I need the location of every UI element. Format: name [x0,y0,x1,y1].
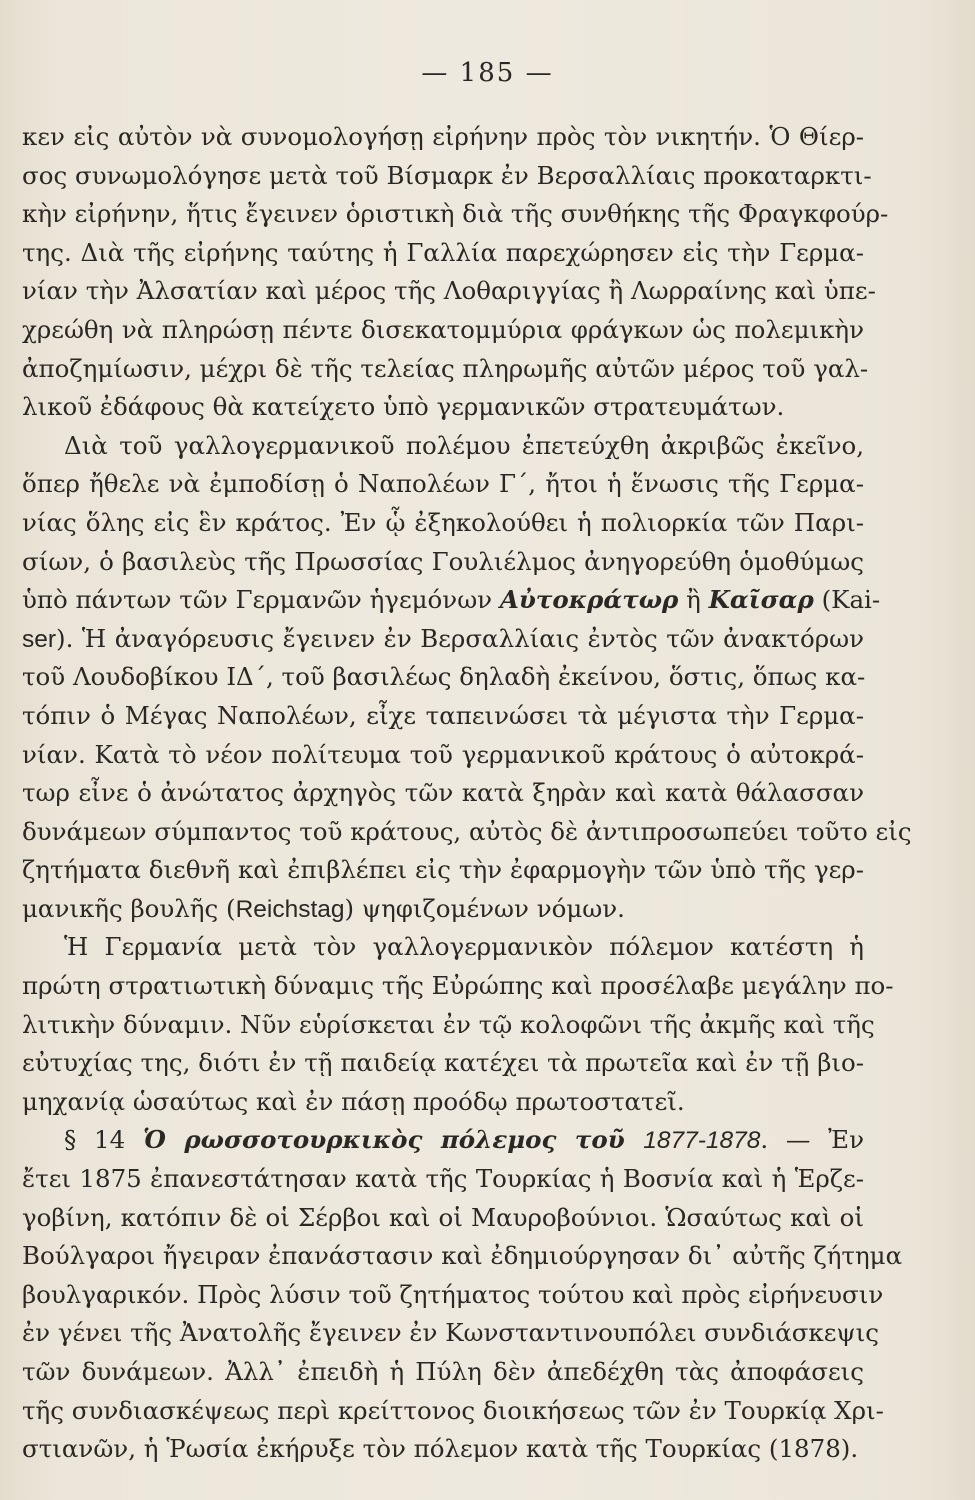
text-line: πρώτη στρατιωτικὴ δύναμις τῆς Εὐρώπης καὶ προσέλαβε μεγάλην πο- [22,971,894,1001]
text-run: μανικῆς βουλῆς ( [22,893,236,923]
paragraph-end-line: στιανῶν, ἡ Ῥωσία ἐκήρυξε τὸν πόλεμον κατὰ τῆς Τουρκίας (1878). [22,1434,859,1464]
text-run: ἢ [678,585,709,615]
text-line: ἐν γένει τῆς Ἀνατολῆς ἔγεινεν ἐν Κωνσταντινουπόλει συνδιάσκεψις [22,1318,879,1348]
text-line: γοβίνη, κατόπιν δὲ οἱ Σέρβοι καὶ οἱ Μαυροβούνιοι. Ὡσαύτως καὶ οἱ [22,1202,864,1232]
text-line: νίας ὅλης εἰς ἓν κράτος. Ἐν ᾧ ἐξηκολούθει ἡ πολιορκία τῶν Παρι- [22,507,864,537]
text-run: (Kai- [813,585,881,615]
latin-term-reichstag: Reichstag [235,895,345,923]
text-run: . — Ἐν [760,1125,864,1155]
text-line: της. Διὰ τῆς εἰρήνης ταύτης ἡ Γαλλία παρεχώρησεν εἰς τὴν Γερμα- [22,237,864,267]
text-line: κὴν εἰρήνην, ἥτις ἔγεινεν ὁριστικὴ διὰ τῆς συνθήκης τῆς Φραγκφούρ- [22,199,889,229]
body-text [22,118,912,1469]
text-line: ἀποζημίωσιν, μέχρι δὲ τῆς τελείας πληρωμῆς αὐτῶν μέρος τοῦ γαλ- [22,353,869,383]
text-line: τόπιν ὁ Μέγας Ναπολέων, εἶχε ταπεινώσει τὰ μέγιστα τὴν Γερμα- [22,700,864,730]
emphasized-term-autokrator: Αὐτοκράτωρ [499,585,679,615]
text-line: ὅπερ ἤθελε νὰ ἐμποδίσῃ ὁ Ναπολέων Γ΄, ἤτοι ἡ ἕνωσις τῆς Γερμα- [22,469,864,499]
paragraph-end-line [22,890,864,929]
text-line: εὐτυχίας της, διότι ἐν τῇ παιδείᾳ κατέχει τὰ πρωτεῖα καὶ ἐν τῇ βιο- [22,1048,864,1078]
text-line: τῶν δυνάμεων. Ἀλλ᾽ ἐπειδὴ ἡ Πύλη δὲν ἀπεδέχθη τὰς ἀποφάσεις [22,1357,864,1386]
text-line: ἔτει 1875 ἐπανεστάτησαν κατὰ τῆς Τουρκίας ἡ Βοσνία καὶ ἡ Ἑρζε- [22,1164,864,1194]
paragraph-end-line: λικοῦ ἐδάφους θὰ κατείχετο ὑπὸ γερμανικῶν στρατευμάτων. [22,392,785,422]
text-run: ). Ἡ ἀναγόρευσις ἔγεινεν ἐν Βερσαλλίαις ἐντὸς τῶν ἀνακτόρων [56,623,864,653]
text-line: σος συνωμολόγησε μετὰ τοῦ Βίσμαρκ ἐν Βερσαλλίαις προκαταρκτι- [22,160,872,190]
section-years: 1877-1878 [643,1127,761,1155]
section-heading-line [22,1121,864,1160]
text-run: ) ψηφιζομένων νόμων. [344,893,625,923]
text-line: βουλγαρικόν. Πρὸς λύσιν τοῦ ζητήματος τούτου καὶ πρὸς εἰρήνευσιν [22,1279,884,1309]
text-line [22,581,881,620]
text-line: τωρ εἶνε ὁ ἀνώτατος ἀρχηγὸς τῶν κατὰ ξηρὰν καὶ κατὰ θάλασσαν [22,778,864,808]
text-line: δυνάμεων σύμπαντος τοῦ κράτους, αὐτὸς δὲ ἀντιπροσωπεύει τοῦτο εἰς [22,816,912,846]
page-number: — 185 — [421,58,554,88]
text-line: τοῦ Λουδοβίκου ΙΔ΄, τοῦ βασιλέως δηλαδὴ ἐκείνου, ὅστις, ὅπως κα- [22,662,866,692]
text-run: ὑπὸ πάντων τῶν Γερμανῶν ἡγεμόνων [22,585,500,615]
paragraph-start-line: Διὰ τοῦ γαλλογερμανικοῦ πολέμου ἐπετεύχθη ἀκριβῶς ἐκεῖνο, [64,430,864,460]
text-line: σίων, ὁ βασιλεὺς τῆς Πρωσσίας Γουλιέλμος ἀνηγορεύθη ὁμοθύμως [22,546,864,576]
paragraph-start-line: Ἡ Γερμανία μετὰ τὸν γαλλογερμανικὸν πόλεμον κατέστη ἡ [64,932,864,962]
emphasized-term-kaisar: Καῖσαρ [708,585,814,615]
text-line: κεν εἰς αὐτὸν νὰ συνομολογήσῃ εἰρήνην πρὸς τὸν νικητήν. Ὁ Θίερ- [22,122,864,151]
text-line: χρεώθη νὰ πληρώσῃ πέντε δισεκατομμύρια φράγκων ὡς πολεμικὴν [22,314,864,344]
text-line: λιτικὴν δύναμιν. Νῦν εὑρίσκεται ἐν τῷ κολοφῶνι τῆς ἀκμῆς καὶ τῆς [22,1009,875,1039]
text-line: ζητήματα διεθνῆ καὶ ἐπιβλέπει εἰς τὴν ἐφαρμογὴν τῶν ὑπὸ τῆς γερ- [22,855,864,885]
section-number: § 14 [64,1125,143,1155]
text-line: νίαν τὴν Ἀλσατίαν καὶ μέρος τῆς Λοθαριγγίας ἢ Λωρραίνης καὶ ὑπε- [22,276,876,306]
text-line [22,620,864,659]
section-title: Ὁ ρωσσοτουρκικὸς πόλεμος τοῦ [142,1125,644,1155]
text-line: τῆς συνδιασκέψεως περὶ κρείττονος διοικήσεως τῶν ἐν Τουρκίᾳ Χρι- [22,1395,884,1425]
paragraph-end-line: μηχανίᾳ ὡσαύτως καὶ ἐν πάσῃ προόδῳ πρωτοστατεῖ. [22,1086,685,1116]
text-line: νίαν. Κατὰ τὸ νέον πολίτευμα τοῦ γερμανικοῦ κράτους ὁ αὐτοκρά- [22,739,864,769]
latin-term-kaiser-end: ser [22,625,57,653]
text-line: Βούλγαροι ἤγειραν ἐπανάστασιν καὶ ἐδημιούργησαν δι᾽ αὐτῆς ζήτημα [22,1241,903,1271]
